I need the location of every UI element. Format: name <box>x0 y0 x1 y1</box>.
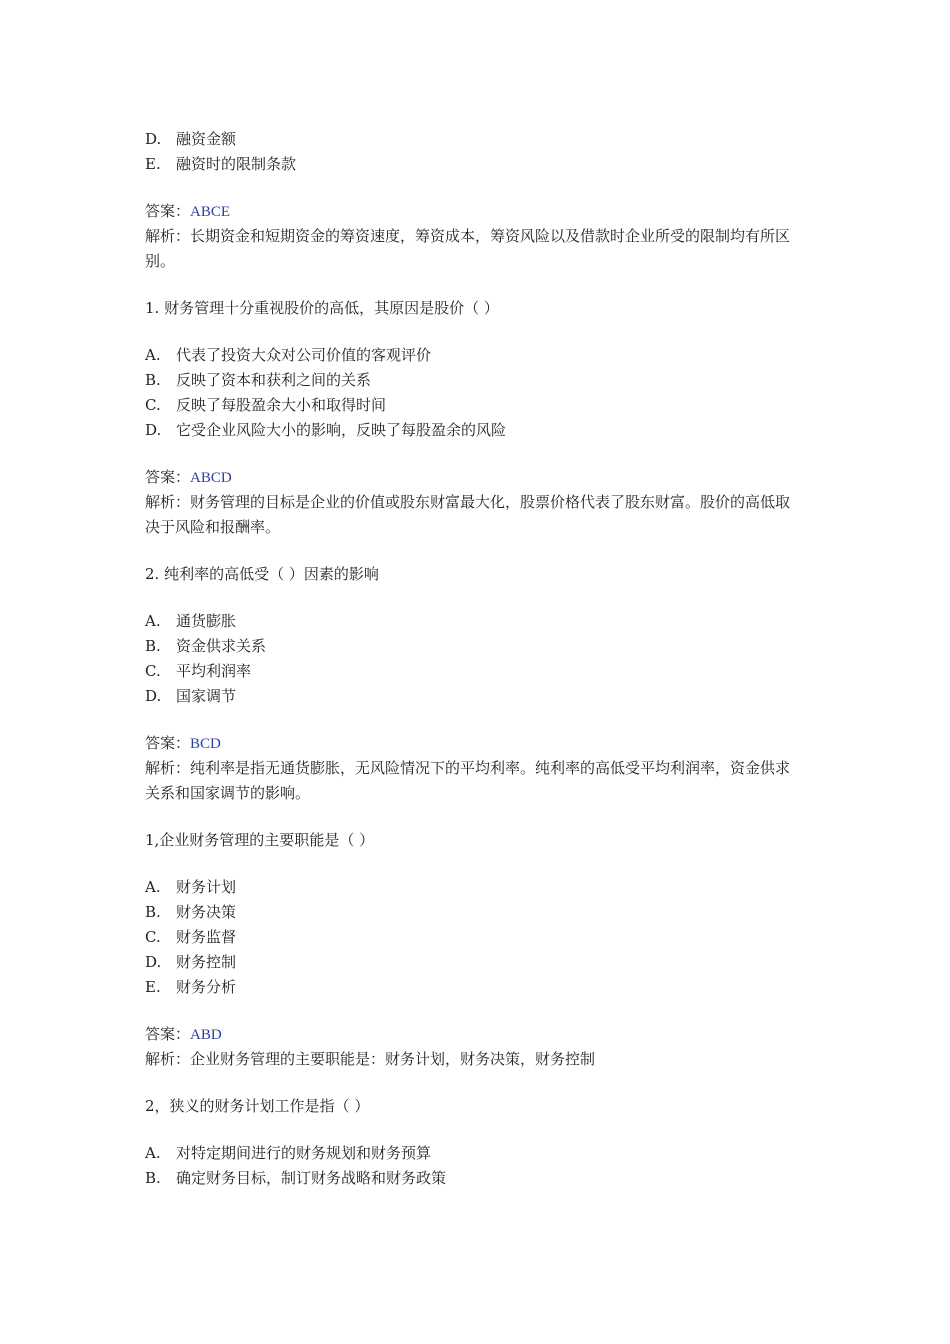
option-line: A. 代表了投资大众对公司价值的客观评价 <box>145 346 432 364</box>
option-line: C. 平均利润率 <box>145 662 252 680</box>
answer-value: BCD <box>190 736 221 752</box>
option-line: B. 反映了资本和获利之间的关系 <box>145 371 372 389</box>
option-line: C. 财务监督 <box>145 928 237 946</box>
answer-line: 答案：ABCE <box>145 202 231 220</box>
option-line: D. 融资金额 <box>145 130 237 148</box>
answer-value: ABD <box>190 1027 222 1043</box>
option-line: A. 对特定期间进行的财务规划和财务预算 <box>145 1144 432 1162</box>
question-block <box>145 828 805 1094</box>
option-line: B. 确定财务目标，制订财务战略和财务政策 <box>145 1169 447 1187</box>
option-line: C. 反映了每股盈余大小和取得时间 <box>145 396 387 414</box>
option-line: A. 财务计划 <box>145 878 237 896</box>
analysis-text: 解析：企业财务管理的主要职能是：财务计划，财务决策，财务控制 <box>145 1050 596 1068</box>
option-line: B. 财务决策 <box>145 903 237 921</box>
question-block <box>145 1094 805 1191</box>
question-title: 2. 纯利率的高低受（ ）因素的影响 <box>145 565 379 583</box>
question-title: 2，狭义的财务计划工作是指（ ） <box>145 1097 370 1115</box>
option-line: D. 财务控制 <box>145 953 237 971</box>
option-line: A. 通货膨胀 <box>145 612 237 630</box>
answer-line: 答案：BCD <box>145 734 221 752</box>
answer-line: 答案：ABD <box>145 1025 222 1043</box>
question-block <box>145 296 805 562</box>
analysis-text: 解析：纯利率是指无通货膨胀，无风险情况下的平均利率。纯利率的高低受平均利润率，资金供求关系和国家调节的影响。 <box>145 759 791 802</box>
option-line: D. 国家调节 <box>145 687 237 705</box>
option-line: E. 财务分析 <box>145 978 237 996</box>
option-line: E. 融资时的限制条款 <box>145 155 297 173</box>
question-block <box>145 127 805 296</box>
answer-value: ABCD <box>190 470 232 486</box>
question-title: 1,企业财务管理的主要职能是（ ） <box>145 831 375 849</box>
document-page <box>145 127 805 1191</box>
analysis-text: 解析：长期资金和短期资金的筹资速度，筹资成本，筹资风险以及借款时企业所受的限制均有所区别。 <box>145 227 791 270</box>
question-block <box>145 562 805 828</box>
answer-value: ABCE <box>190 204 231 220</box>
answer-line: 答案：ABCD <box>145 468 232 486</box>
option-line: D. 它受企业风险大小的影响，反映了每股盈余的风险 <box>145 421 507 439</box>
option-line: B. 资金供求关系 <box>145 637 267 655</box>
analysis-text: 解析：财务管理的目标是企业的价值或股东财富最大化，股票价格代表了股东财富。股价的高低取决于风险和报酬率。 <box>145 493 791 536</box>
question-title: 1. 财务管理十分重视股价的高低，其原因是股价（ ） <box>145 299 499 317</box>
